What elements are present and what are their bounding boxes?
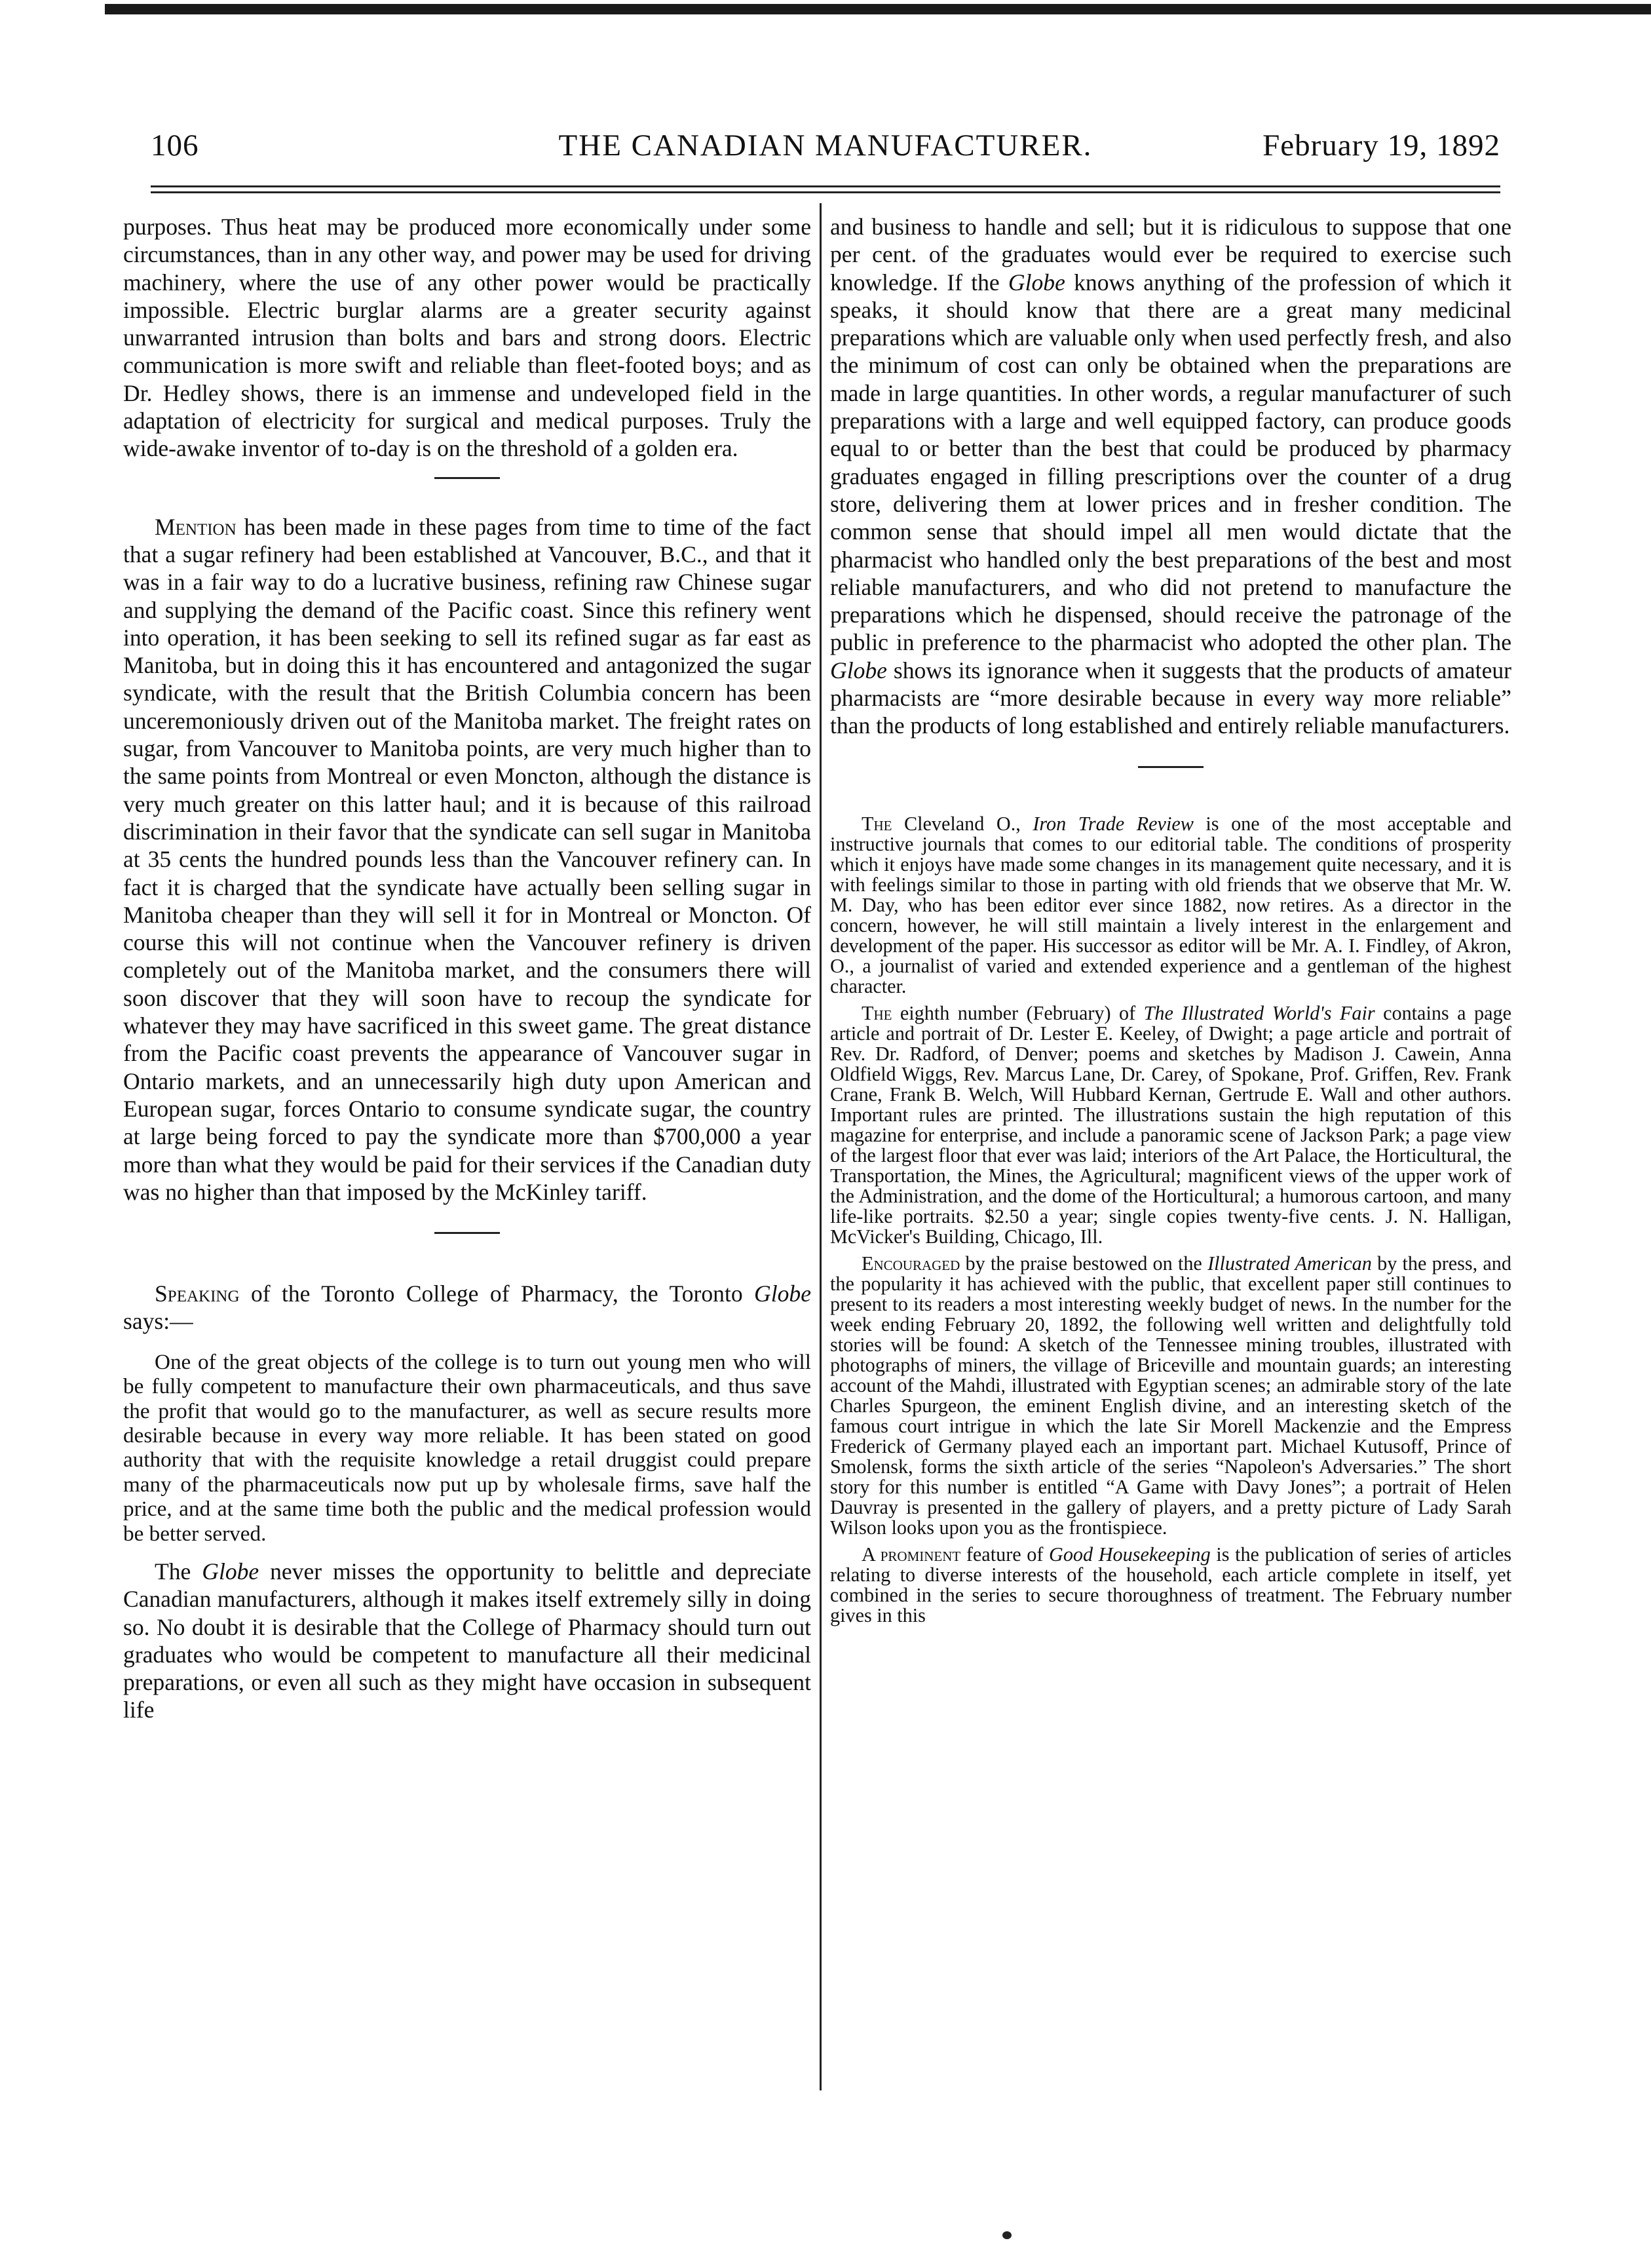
column-divider bbox=[820, 203, 822, 2090]
iron-trade-review-title: Iron Trade Review bbox=[1033, 812, 1194, 835]
illustrated-american-title: Illustrated American bbox=[1207, 1252, 1372, 1275]
iron-lead-word: The bbox=[862, 812, 892, 835]
housekeeping-text-a: feature of bbox=[960, 1543, 1050, 1566]
continued-text-b: knows anything of the profession of which it speaks, it should know that there are a great many medicinal preparations which are valuable only when used perfectly fresh, and also the minimum of cost can only be obtained when the preparations are made in large quantities. In other words, a regular manufacturer of such preparations with a large and well equipped factory, can produce goods equal to or better than the best that could be produced by pharmacy graduates engaged in filling prescriptions over the counter of a drug store, delivering them at lower prices and in fresher condition. The common sense that should impel all men would dictate that the pharmacist who handled only the best preparations of the best and most reliable manufacturers, and who did not pretend to manufacture the preparations which he dispensed, should receive the patronage of the public in preference to the pharmacist who adopted the other plan. The bbox=[830, 269, 1511, 656]
page-header bbox=[151, 128, 1500, 174]
top-border-rule bbox=[92, 4, 1651, 14]
continued-text-c: shows its ignorance when it suggests that the products of amateur pharmacists are “more desirable because in every way more reliable” than the products of long established and entirely reliable manufacturers. bbox=[830, 657, 1511, 739]
iron-text-a: Cleveland O., bbox=[892, 812, 1033, 835]
american-text-a: by the praise bestowed on the bbox=[960, 1252, 1208, 1275]
sugar-article-text: has been made in these pages from time to time of the fact that a sugar refinery had been established at Vancouver, B.C., and that it was in a fair way to do a lucrative business, refining raw Chinese sugar and supplying the demand of the Pacific coast. Since this refinery went into operation, it has been seeking to sell its refined sugar as far east as Manitoba, but in doing this it has encountered and antagonized the sugar syndicate, with the result that the British Columbia concern has been unceremoniously driven out of the Manitoba market. The freight rates on sugar, from Vancouver to Manitoba points, are very much higher than to the same points from Montreal or even Moncton, although the distance is very much greater on this latter haul; and it is because of this railroad discrimination in their favor that the syndicate can sell sugar in Manitoba at 35 cents the hundred pounds less than the Vancouver refinery can. In fact it is charged that the syndicate have actually been selling sugar in Manitoba cheaper than they will sell it for in Montreal or Moncton. Of course this will not continue when the Vancouver refinery is driven completely out of the Manitoba market, and the consumers there will soon discover that they will soon have to recoup the syndicate for whatever they may have sacrificed in this sweet game. The great distance from the Pacific coast prevents the appearance of Vancouver sugar in Ontario markets, and an unnecessarily high duty upon American and European sugar, forces Ontario to consume syndicate sugar, the country at large being forced to pay the syndicate more than $700,000 a year more than what they would be paid for their services if the Canadian duty was no higher than that imposed by the McKinley tariff. bbox=[123, 513, 811, 1205]
section-separator bbox=[1138, 766, 1204, 768]
globe-reply-paragraph bbox=[123, 1558, 811, 1724]
electricity-paragraph: purposes. Thus heat may be produced more economically under some circumstances, than in any other way, and power may be used for driving machinery, where the use of any other power would be practically impossible. Electric burglar alarms are a greater security against unwarranted intrusion than bolts and bars and strong doors. Electric communication is more swift and reliable than fleet-footed boys; and as Dr. Hedley shows, there is an immense and undeveloped field in the adaptation of electricity for surgical and medical purposes. Truly the wide-awake inventor of to-day is on the threshold of a golden era. bbox=[123, 214, 811, 462]
fair-text-a: eighth number (February) of bbox=[892, 1001, 1144, 1024]
worlds-fair-notice bbox=[830, 1003, 1511, 1247]
worlds-fair-title: The Illustrated World's Fair bbox=[1143, 1001, 1375, 1024]
pharmacy-lead-word: Speaking bbox=[155, 1280, 240, 1307]
reply-text-a: The bbox=[155, 1558, 202, 1585]
pharmacy-intro-says: says:— bbox=[123, 1308, 193, 1335]
header-rule-top bbox=[151, 185, 1500, 187]
right-column bbox=[830, 213, 1511, 1626]
left-column bbox=[123, 213, 811, 1724]
masthead-title: THE CANADIAN MANUFACTURER. bbox=[558, 128, 1093, 163]
good-housekeeping-title: Good Housekeeping bbox=[1049, 1543, 1211, 1566]
reply-text-b: never misses the opportunity to belittle and depreciate Canadian manufacturers, although it makes itself extremely silly in doing so. No doubt it is desirable that the College of Pharmacy should turn out graduates who would be competent to manufacture all their medicinal preparations, or even all such as they might have occasion in subsequent life bbox=[123, 1558, 811, 1723]
header-rule-bottom bbox=[151, 191, 1500, 193]
section-separator bbox=[434, 477, 500, 479]
continued-text-a: and business to handle and sell; but it is ridiculous to suppose that one per cent. of the graduates would ever be required to exercise such knowledge. If the bbox=[830, 214, 1511, 296]
pharmacy-intro-text: of the Toronto College of Pharmacy, the Toronto bbox=[239, 1280, 755, 1307]
pharmacy-continued-paragraph bbox=[830, 213, 1511, 740]
pharmacy-intro bbox=[123, 1280, 811, 1336]
issue-date: February 19, 1892 bbox=[1262, 128, 1500, 163]
globe-name: Globe bbox=[830, 657, 887, 683]
section-separator bbox=[434, 1232, 500, 1234]
good-housekeeping-notice bbox=[830, 1545, 1511, 1626]
american-text-b: by the press, and the popularity it has achieved with the public, that excellent paper still continues to present to its readers a most interesting weekly budget of news. In the number for the week ending February 20, 1892, the following well written and delightfully told stories will be found: A sketch of the Tennessee mining troubles, illustrated with photographs of miners, the village of Briceville and mountain guards; an interesting account of the Mahdi, illustrated with Egyptian scenes; an admirable story of the late Charles Spurgeon, the eminent English divine, and an interesting sketch of the famous court intrigue in which the late Sir Morell Mackenzie and the Empress Frederick of Germany played each an important part. Michael Kutusoff, Prince of Smolensk, forms the sixth article of the series “Napoleon's Adversaries.” The short story for this number is entitled “A Game with Davy Jones”; a portrait of Helen Dauvray is presented in the gallery of players, and a pretty picture of Lady Sarah Wilson looks upon you as the frontispiece. bbox=[830, 1252, 1511, 1539]
housekeeping-text-b: is the publication of series of articles relating to diverse interests of the household, each article complete in itself, yet combined in the series to secure thoroughness of treatment. The February number gives in this bbox=[830, 1543, 1511, 1626]
print-speck bbox=[1002, 2231, 1012, 2239]
globe-quotation: One of the great objects of the college is to turn out young men who will be fully competent to manufacture their own pharmaceuticals, and thus save the profit that would go to the manufacturer, as well as secure results more desirable because in every way more reliable. It has been stated on good authority that with the requisite knowledge a retail druggist could prepare many of the pharmaceuticals now put up by wholesale firms, save half the price, and at the same time both the public and the medical profession would be better served. bbox=[123, 1349, 811, 1546]
american-lead-word: Encouraged bbox=[862, 1252, 960, 1275]
top-border-gap bbox=[85, 0, 105, 20]
page-number: 106 bbox=[151, 128, 199, 163]
globe-name: Globe bbox=[202, 1558, 259, 1585]
illustrated-american-notice bbox=[830, 1254, 1511, 1538]
housekeeping-lead-word: A prominent bbox=[862, 1543, 961, 1566]
fair-lead-word: The bbox=[862, 1001, 892, 1024]
sugar-refinery-article bbox=[123, 513, 811, 1206]
iron-trade-review-notice bbox=[830, 814, 1511, 997]
fair-text-b: contains a page article and portrait of Dr. Lester E. Keeley, of Dwight; a page article and portrait of Rev. Dr. Radford, of Denver; poems and sketches by Madison J. Cawein, Anna Oldfield Wiggs, Rev. Marcus Lane, Dr. Carey, of Spokane, Prof. Griffen, Rev. Frank Crane, Frank B. Welch, Will Hubbard Kernan, Gertrude E. Wall and other authors. Important rules are printed. The illustrations sustain the high reputation of this magazine for enterprise, and include a panoramic scene of Jackson Park; a page view of the largest floor that ever was laid; interiors of the Art Palace, the Horticultural, the Transportation, the Mines, the Agricultural; magnificent views of the upper work of the Administration, and the dome of the Horticultural; a humorous cartoon, and many life-like portraits. $2.50 a year; single copies twenty-five cents. J. N. Halligan, McVicker's Building, Chicago, Ill. bbox=[830, 1001, 1511, 1248]
iron-text-b: is one of the most acceptable and instructive journals that comes to our editorial table. The conditions of prosperity which it enjoys have made some changes in its management quite necessary, and it is with feelings similar to those in parting with old friends that we observe that Mr. W. M. Day, who has been editor ever since 1882, now retires. As a director in the concern, however, he will still maintain a lively interest in the enlargement and development of the paper. His successor as editor will be Mr. A. I. Findley, of Akron, O., a journalist of varied and extended experience and a gentleman of the highest character. bbox=[830, 812, 1511, 997]
globe-name: Globe bbox=[1008, 269, 1065, 296]
globe-name: Globe bbox=[754, 1280, 811, 1307]
sugar-lead-word: Mention bbox=[155, 513, 237, 540]
